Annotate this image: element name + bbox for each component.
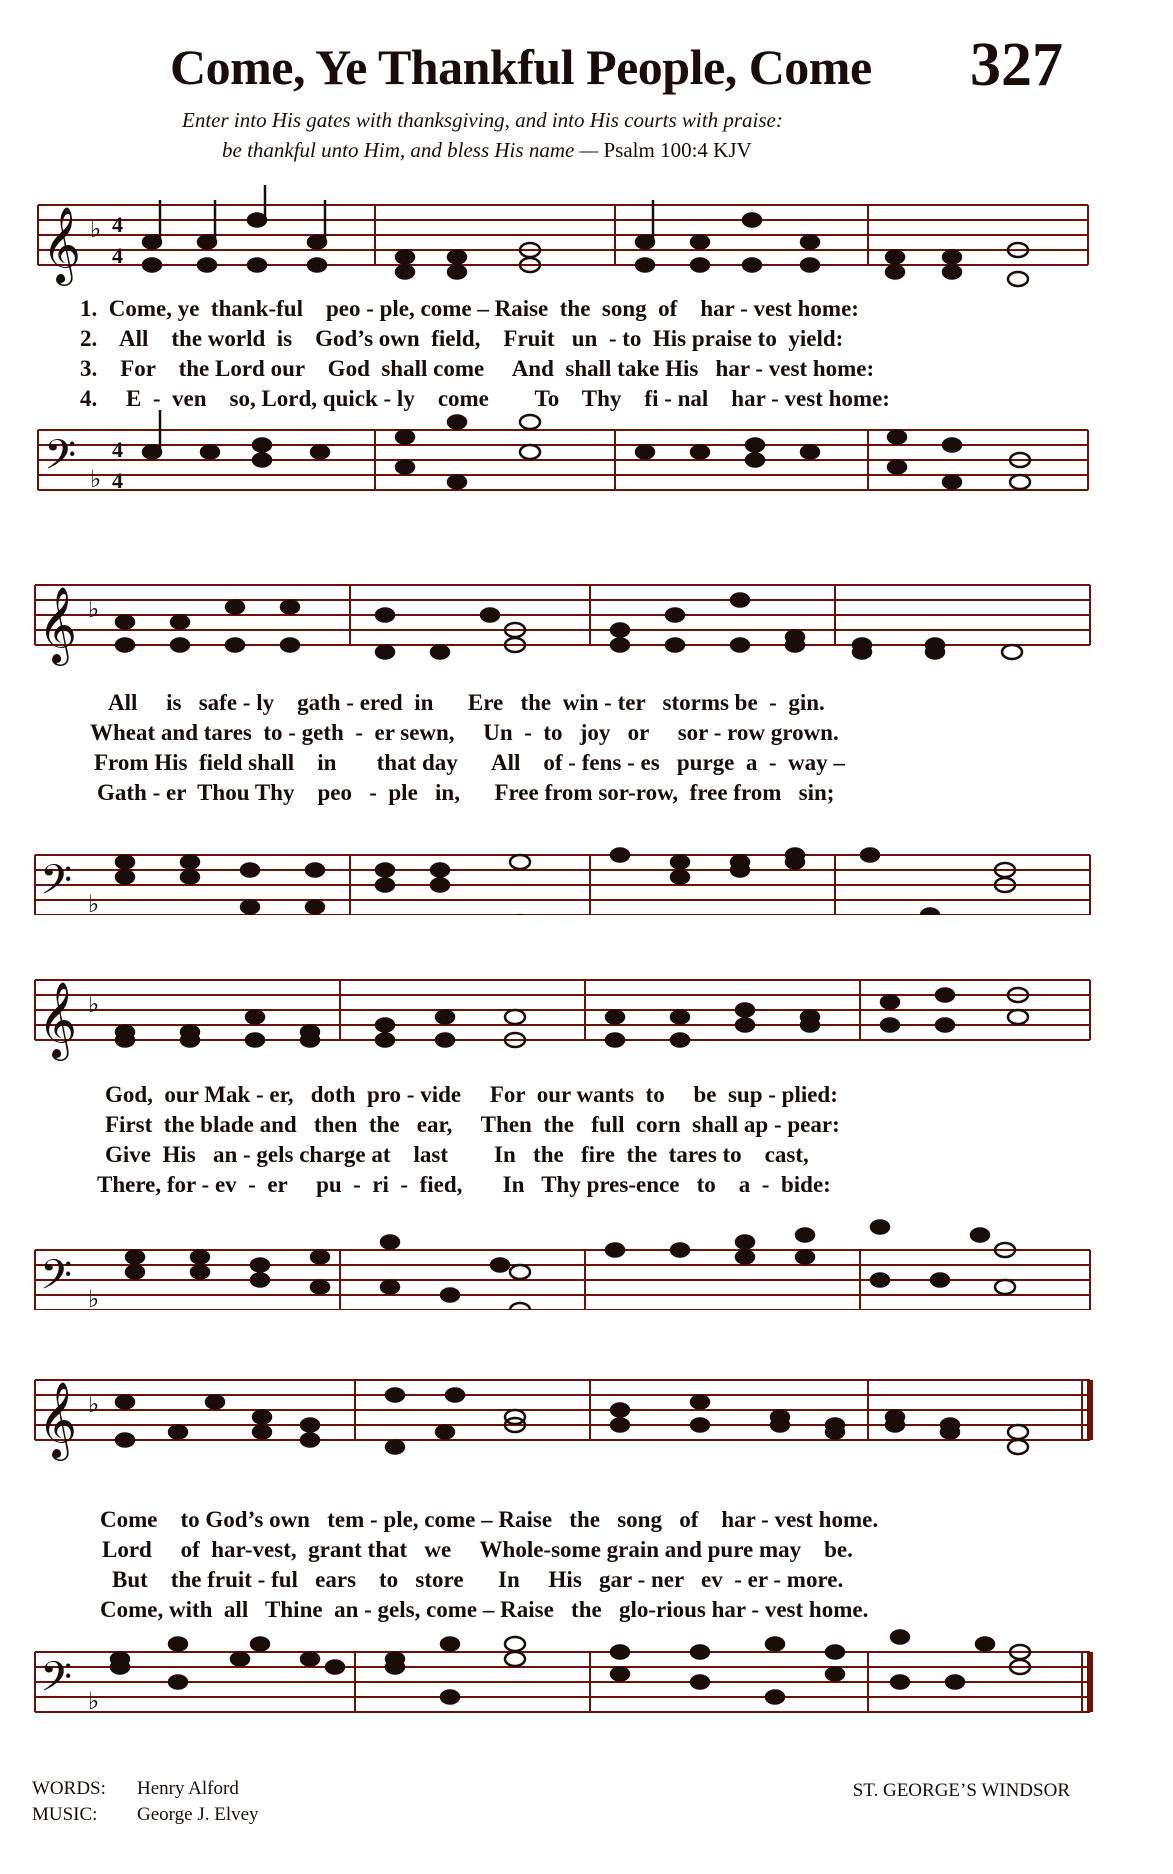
lyric-line: But the fruit - ful ears to store In His gar - ner ev - er - more.: [112, 1567, 844, 1592]
epigraph-reference: Psalm 100:4 KJV: [603, 138, 752, 162]
treble-clef-icon: 𝄞: [38, 1381, 78, 1458]
system-2-bass-notes: [116, 849, 1015, 916]
system-3-treble-notes: [116, 988, 1028, 1047]
lyric-line: From His field shall in that day All of - fens - es purge a - way –: [94, 750, 845, 775]
music-composer: George J. Elvey: [137, 1804, 259, 1825]
system-4-treble-staff: [35, 1380, 1090, 1440]
svg-text:4: 4: [112, 437, 123, 462]
lyric-line: Wheat and tares to - geth - er sewn, Un - to joy or sor - row grown.: [90, 720, 839, 745]
bass-clef-icon: 𝄢: [40, 856, 73, 914]
system-1-treble-staff: [38, 205, 1088, 265]
music-credit: [32, 1804, 259, 1830]
system-2-treble-staff: [35, 585, 1090, 645]
flat-icon: ♭: [88, 1285, 100, 1310]
system-4-bass-staff: [35, 1652, 1090, 1712]
words-label: WORDS:: [32, 1778, 106, 1799]
epigraph-line-1: Enter into His gates with thanksgiving, and into His courts with praise:: [182, 108, 783, 132]
treble-clef-icon: 𝄞: [42, 206, 82, 283]
treble-clef-icon: 𝄞: [38, 586, 78, 663]
flat-icon: ♭: [90, 465, 102, 493]
lyric-line: Gath - er Thou Thy peo - ple in, Free from sor-row, free from sin;: [97, 780, 835, 805]
system-4-treble-notes: [116, 1389, 1028, 1455]
lyric-line: 4. E - ven so, Lord, quick - ly come To Thy fi - nal har - vest home:: [80, 386, 890, 411]
svg-text:4: 4: [112, 243, 123, 268]
treble-clef-icon: 𝄞: [38, 981, 78, 1058]
lyric-line: God, our Mak - er, doth pro - vide For our wants to be sup - plied:: [105, 1082, 838, 1107]
credits: [32, 1778, 259, 1830]
flat-icon: ♭: [88, 595, 100, 623]
words-author: Henry Alford: [137, 1778, 239, 1799]
words-credit: [32, 1778, 259, 1804]
lyric-line: First the blade and then the ear, Then the full corn shall ap - pear:: [105, 1112, 840, 1137]
hymn-title: Come, Ye Thankful People, Come: [170, 39, 872, 95]
lyric-line: Lord of har-vest, grant that we Whole-some grain and pure may be.: [102, 1537, 853, 1562]
lyric-line: 2. All the world is God’s own field, Fruit un - to His praise to yield:: [80, 326, 844, 351]
epigraph-text: be thankful unto Him, and bless His name —: [222, 138, 599, 162]
lyric-line: All is safe - ly gath - ered in Ere the win - ter storms be - gin.: [108, 690, 825, 715]
bass-clef-icon: 𝄢: [40, 1653, 73, 1711]
flat-icon: ♭: [88, 890, 100, 915]
time-signature: [112, 212, 123, 493]
lyric-line: 3. For the Lord our God shall come And shall take His har - vest home:: [80, 356, 875, 381]
flat-icon: ♭: [88, 1687, 100, 1715]
lyric-line: Give His an - gels charge at last In the fire the tares to cast,: [105, 1142, 809, 1167]
flat-icon: ♭: [88, 1390, 100, 1418]
svg-text:4: 4: [112, 212, 123, 237]
system-1-bass-notes: [143, 410, 1030, 489]
flat-icon: ♭: [88, 990, 100, 1018]
system-1-bass-staff: [38, 430, 1088, 490]
lyric-line: Come, with all Thine an - gels, come – Raise the glo-rious har - vest home.: [100, 1597, 869, 1622]
system-2-treble-notes: [116, 594, 1022, 660]
lyric-line: There, for - ev - er pu - ri - fied, In Thy pres-ence to a - bide:: [97, 1172, 831, 1197]
hymn-number: 327: [970, 31, 1063, 99]
bass-clef-icon: 𝄢: [40, 1251, 73, 1309]
lyric-line: Come to God’s own tem - ple, come – Raise the song of har - vest home.: [100, 1507, 879, 1532]
lyric-line: 1. Come, ye thank-ful peo - ple, come – Raise the song of har - vest home:: [80, 296, 859, 321]
svg-text:4: 4: [112, 468, 123, 493]
bass-clef-icon: 𝄢: [44, 431, 77, 489]
tune-name: ST. GEORGE’S WINDSOR: [852, 1780, 1070, 1801]
epigraph-line-2: [222, 138, 752, 163]
music-label: MUSIC:: [32, 1804, 98, 1825]
flat-icon: ♭: [90, 215, 102, 243]
